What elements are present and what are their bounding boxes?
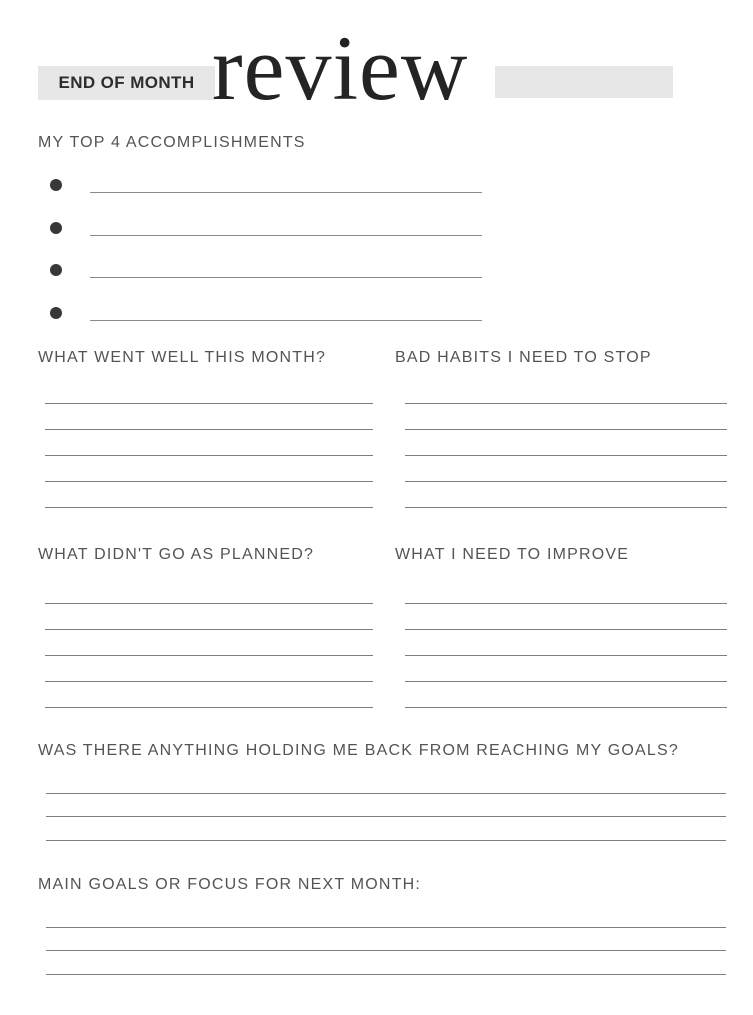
improve-lines [405,578,727,708]
write-line [46,817,726,841]
heading-not-as-planned: WHAT DIDN'T GO AS PLANNED? [38,546,315,563]
write-line [405,430,727,456]
write-line [45,604,373,630]
write-line [45,656,373,682]
write-line [45,578,373,604]
write-line [405,456,727,482]
write-line [405,578,727,604]
write-line [90,320,482,321]
badge-label: END OF MONTH [58,73,195,92]
write-line [46,951,726,975]
write-line [90,235,482,236]
list-item [38,251,482,294]
page-title: review [212,17,469,119]
write-line [405,482,727,508]
write-line [405,630,727,656]
write-line [45,378,373,404]
write-line [405,404,727,430]
heading-accomplishments: MY TOP 4 ACCOMPLISHMENTS [38,134,306,151]
write-line [46,928,726,952]
write-line [45,682,373,708]
write-line [46,904,726,928]
write-line [46,794,726,818]
bad-habits-lines [405,378,727,508]
write-line [45,630,373,656]
accomplishments-list [38,166,482,336]
write-line [45,482,373,508]
end-of-month-badge [38,66,215,100]
write-line [45,456,373,482]
bullet-icon [50,264,62,276]
next-month-goals-lines [46,904,726,975]
list-item [38,209,482,252]
bullet-icon [50,222,62,234]
heading-next-month-goals: MAIN GOALS OR FOCUS FOR NEXT MONTH: [38,876,422,893]
write-line [46,770,726,794]
list-item [38,294,482,337]
bullet-icon [50,179,62,191]
write-line [405,656,727,682]
not-as-planned-lines [45,578,373,708]
heading-improve: WHAT I NEED TO IMPROVE [395,546,630,563]
write-line [405,682,727,708]
heading-bad-habits: BAD HABITS I NEED TO STOP [395,349,652,366]
write-line [405,378,727,404]
bullet-icon [50,307,62,319]
accent-bar [495,66,673,98]
write-line [45,404,373,430]
list-item [38,166,482,209]
write-line [45,430,373,456]
heading-went-well: WHAT WENT WELL THIS MONTH? [38,349,327,366]
holding-back-lines [46,770,726,841]
write-line [90,277,482,278]
write-line [90,192,482,193]
heading-holding-back: WAS THERE ANYTHING HOLDING ME BACK FROM REACHING MY GOALS? [38,742,679,759]
went-well-lines [45,378,373,508]
write-line [405,604,727,630]
